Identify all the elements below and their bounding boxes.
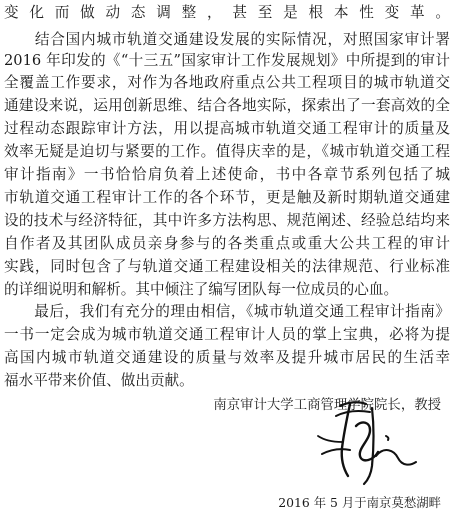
text-line: 最后，我们有充分的理由相信，《城市轨道交通工程审计指南》: [4, 303, 450, 320]
text-line: 的详细说明和解析。其中倾注了编写团队每一位成员的心血。: [4, 281, 399, 298]
text-line: 福水平带来价值、做出贡献。: [4, 372, 194, 389]
handwritten-signature: [300, 396, 420, 488]
signature-title: 南京审计大学工商管理学院院长，教授: [213, 398, 441, 413]
text-line: 审计指南》一书恰恰肩负着上述使命，书中各章节系列包括了城: [4, 166, 450, 183]
text-line: 效率无疑是迫切与紧要的工作。值得庆幸的是，《城市轨道交通工程: [4, 143, 450, 160]
text-line: 实践，同时包含了与轨道交通工程建设相关的法律规范、行业标准: [4, 258, 450, 275]
text-line: 2016 年印发的《“十三五”国家审计工作发展规划》中所提到的审计: [4, 52, 450, 69]
text-line: 设的技术与经济特征，其中许多方法构思、规范阐述、经验总结均来: [4, 212, 450, 229]
text-line: 过程动态跟踪审计方法，用以提高城市轨道交通工程审计的质量及: [4, 120, 450, 137]
text-line: 自作者及其团队成员亲身参与的各类重点或重大公共工程的审计: [4, 235, 450, 252]
text-line: 通建设来说，运用创新思维、结合各地实际，探索出了一套高效的全: [4, 97, 450, 114]
text-line: 结合国内城市轨道交通建设发展的实际情况，对照国家审计署: [4, 31, 450, 48]
text-line: 全覆盖工作要求，对作为各地政府重点公共工程项目的城市轨道交: [4, 74, 450, 91]
signature-date: 2016 年 5 月于南京莫愁湖畔: [278, 495, 441, 510]
text-line: 变化而做动态调整，甚至是根本性变革。: [4, 4, 450, 21]
text-line: 高国内城市轨道交通建设的质量与效率及提升城市居民的生活幸: [4, 349, 450, 366]
text-line: 市轨道交通工程审计工作的各个环节，更是触及新时期轨道交通建: [4, 189, 450, 206]
text-line: 一书一定会成为城市轨道交通工程审计人员的掌上宝典，必将为提: [4, 326, 450, 343]
